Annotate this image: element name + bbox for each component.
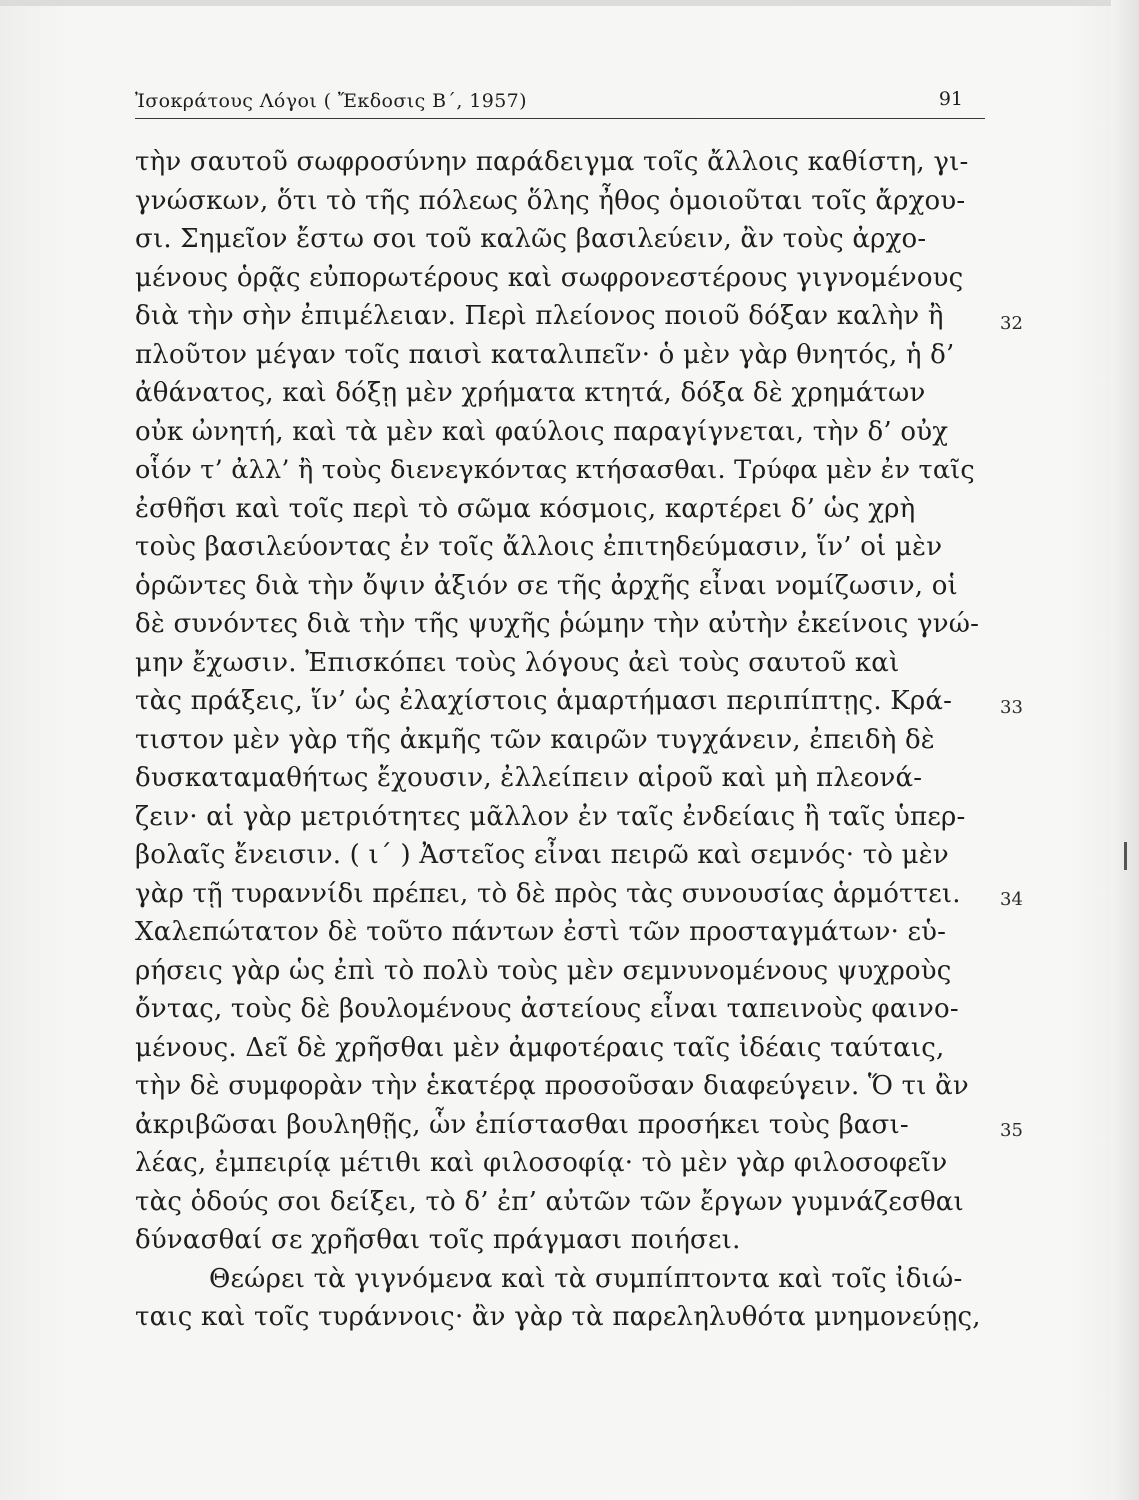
page-number: 91 (938, 88, 963, 110)
text-line: τὴν δὲ συμφορὰν τὴν ἑκατέρᾳ προσοῦσαν διαφεύγειν. Ὅ τι ἂν (135, 1071, 969, 1101)
text-line: μην ἔχωσιν. Ἐπισκόπει τοὺς λόγους ἀεὶ τοὺς σαυτοῦ καὶ (135, 647, 900, 678)
text-line: ἀθάνατος, καὶ δόξῃ μὲν χρήματα κτητά, δόξα δὲ χρημάτων (135, 378, 926, 408)
text-line: διὰ τὴν σὴν ἐπιμέλειαν. Περὶ πλείονος ποιοῦ δόξαν καλὴν ἢ (135, 301, 944, 331)
text-line: τοὺς βασιλεύοντας ἐν τοῖς ἄλλοις ἐπιτηδεύμασιν, ἵν’ οἱ μὲν (135, 532, 943, 562)
text-line: ἀκριβῶσαι βουληθῇς, ὧν ἐπίστασθαι προσήκει τοὺς βασι- (135, 1109, 909, 1140)
text-line: σι. Σημεῖον ἔστω σοι τοῦ καλῶς βασιλεύειν, ἂν τοὺς ἀρχο- (135, 224, 927, 254)
text-line: λέας, ἐμπειρίᾳ μέτιθι καὶ φιλοσοφίᾳ· τὸ μὲν γὰρ φιλοσοφεῖν (135, 1148, 948, 1178)
text-line: δύνασθαί σε χρῆσθαι τοῖς πράγμασι ποιήσει. (135, 1225, 741, 1255)
text-line: οὐκ ὠνητή, καὶ τὰ μὲν καὶ φαύλοις παραγίγνεται, τὴν δ’ οὐχ (135, 416, 949, 447)
header-title: Ἰσοκράτους Λόγοι ( Ἔκδοσις Β΄, 1957) (135, 90, 527, 112)
text-line: δὲ συνόντες διὰ τὴν τῆς ψυχῆς ῥώμην τὴν αὐτὴν ἐκείνοις γνώ- (135, 609, 980, 639)
text-line: τὴν σαυτοῦ σωφροσύνην παράδειγμα τοῖς ἄλλοις καθίστη, γι- (135, 147, 969, 177)
text-line: γὰρ τῇ τυραννίδι πρέπει, τὸ δὲ πρὸς τὰς συνουσίας ἁρμόττει. (135, 878, 961, 909)
text-line: γνώσκων, ὅτι τὸ τῆς πόλεως ὅλης ἦθος ὁμοιοῦται τοῖς ἄρχου- (135, 185, 966, 216)
section-number: 34 (1000, 889, 1023, 910)
text-line: ταις καὶ τοῖς τυράννοις· ἂν γὰρ τὰ παρεληλυθότα μνημονεύῃς, (135, 1302, 981, 1332)
section-number: 35 (1000, 1120, 1023, 1141)
text-line: ὁρῶντες διὰ τὴν ὄψιν ἀξιόν σε τῆς ἀρχῆς εἶναι νομίζωσιν, οἱ (135, 570, 958, 601)
text-line: ἐσθῆσι καὶ τοῖς περὶ τὸ σῶμα κόσμοις, καρτέρει δ’ ὡς χρὴ (135, 493, 916, 524)
section-number: 32 (1000, 313, 1023, 334)
text-line: δυσκαταμαθήτως ἔχουσιν, ἐλλείπειν αἱροῦ καὶ μὴ πλεονά- (135, 763, 923, 793)
text-line: ρήσεις γὰρ ὡς ἐπὶ τὸ πολὺ τοὺς μὲν σεμνυνομένους ψυχροὺς (135, 955, 952, 986)
body-text (135, 143, 990, 1337)
text-line: τὰς ὁδούς σοι δείξει, τὸ δ’ ἐπ’ αὐτῶν τῶν ἔργων γυμνάζεσθαι (135, 1186, 964, 1217)
text-line: μένους. Δεῖ δὲ χρῆσθαι μὲν ἀμφοτέραις ταῖς ἰδέαις ταύταις, (135, 1032, 945, 1063)
section-number: 33 (1000, 697, 1023, 718)
text-line: μένους ὁρᾷς εὐπορωτέρους καὶ σωφρονεστέρους γιγνομένους (135, 262, 964, 293)
text-line: τιστον μὲν γὰρ τῆς ἀκμῆς τῶν καιρῶν τυγχάνειν, ἐπειδὴ δὲ (135, 724, 935, 755)
text-line: οἷόν τ’ ἀλλ’ ἢ τοὺς διενεγκόντας κτήσασθαι. Τρύφα μὲν ἐν ταῖς (135, 455, 975, 485)
text-line: Θεώρει τὰ γιγνόμενα καὶ τὰ συμπίπτοντα καὶ τοῖς ἰδιώ- (209, 1263, 963, 1294)
running-header (135, 88, 985, 119)
text-line: Χαλεπώτατον δὲ τοῦτο πάντων ἐστὶ τῶν προσταγμάτων· εὑ- (135, 917, 947, 947)
text-line: ὄντας, τοὺς δὲ βουλομένους ἀστείους εἶναι ταπεινοὺς φαινο- (135, 994, 959, 1024)
margin-mark (1124, 842, 1127, 870)
text-line: πλοῦτον μέγαν τοῖς παισὶ καταλιπεῖν· ὁ μὲν γὰρ θνητός, ἡ δ’ (135, 339, 955, 370)
page-top-edge (0, 0, 1139, 6)
page-right-edge (1111, 0, 1139, 1500)
text-line: τὰς πράξεις, ἵν’ ὡς ἐλαχίστοις ἁμαρτήμασι περιπίπτῃς. Κρά- (135, 686, 953, 716)
text-line: βολαῖς ἔνεισιν. ( ι΄ ) Ἀστεῖος εἶναι πειρῶ καὶ σεμνός· τὸ μὲν (135, 840, 949, 870)
text-line: ζειν· αἱ γὰρ μετριότητες μᾶλλον ἐν ταῖς ἐνδείαις ἢ ταῖς ὑπερ- (135, 801, 966, 832)
